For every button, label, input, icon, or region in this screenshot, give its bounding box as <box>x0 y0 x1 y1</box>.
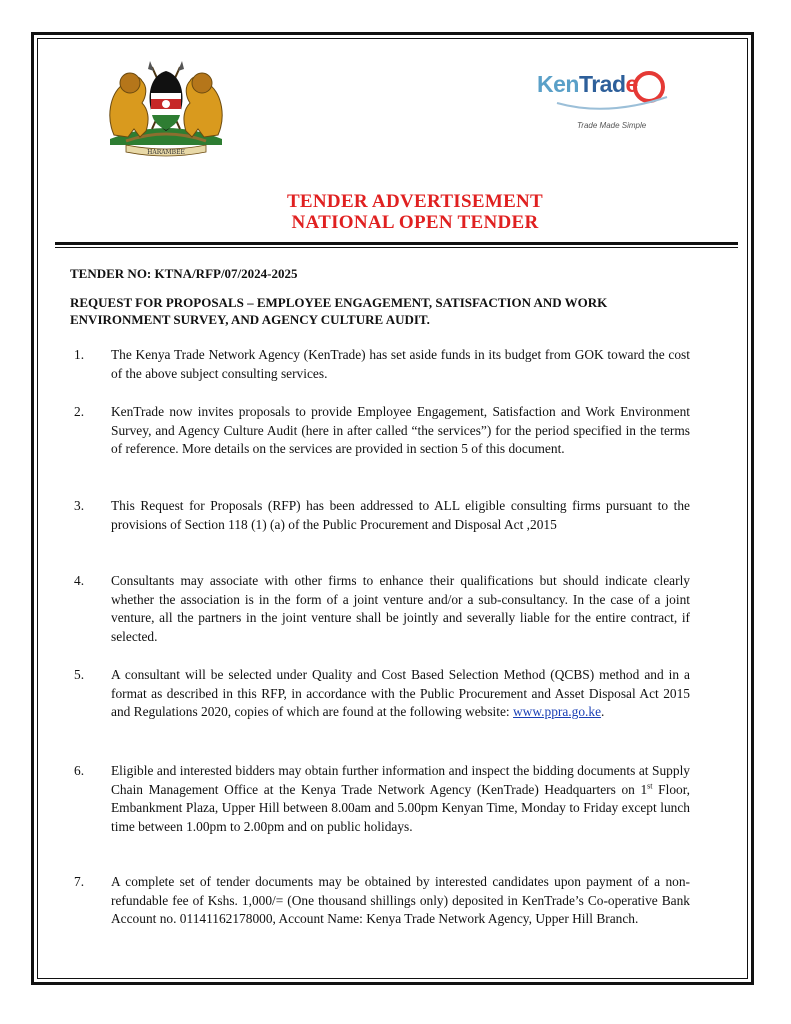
advert-subtitle: NATIONAL OPEN TENDER <box>291 212 539 233</box>
header-rule-thick <box>55 242 738 245</box>
item-text-end: Floor, Embankment Plaza, Upper Hill between 8.00am and 5.00pm Kenyan Time, Monday to Friday except lunch time between 1.00pm to 2.00pm and on public holidays. <box>111 781 690 834</box>
item-text <box>111 762 690 836</box>
item-text <box>111 666 690 722</box>
ordinal-suffix: st <box>647 781 653 791</box>
item-text-body: A consultant will be selected under Quality and Cost Based Selection Method (QCBS) method and in a format as described in this RFP, in accordance with the Public Procurement and Asset Disposal Act 2015 and Regulations 2020, copies of which are found at the following website: <box>111 667 690 720</box>
coat-motto: HARAMBEE <box>147 149 185 156</box>
header-rule-thin <box>55 247 738 248</box>
item-number: 1. <box>74 347 85 362</box>
logo-e: e <box>625 71 638 97</box>
list-item <box>70 762 690 836</box>
item-number: 4. <box>74 573 85 588</box>
logo-ken: Ken <box>537 71 579 97</box>
list-item <box>70 497 690 534</box>
list-item <box>70 572 690 646</box>
rfp-subject: REQUEST FOR PROPOSALS – EMPLOYEE ENGAGEMENT, SATISFACTION AND WORK ENVIRONMENT SURVEY, AND AGENCY CULTURE AUDIT. <box>70 295 608 327</box>
item-text: This Request for Proposals (RFP) has been addressed to ALL eligible consulting firms pursuant to the provisions of Section 118 (1) (a) of the Public Procurement and Disposal Act ,2015 <box>111 498 690 532</box>
kenya-coat-of-arms-icon <box>96 57 236 157</box>
ppra-website-link[interactable]: www.ppra.go.ke <box>513 704 602 720</box>
logo-swoosh-icon <box>537 55 677 145</box>
item-text: The Kenya Trade Network Agency (KenTrade) has set aside funds in its budget from GOK toward the cost of the above subject consulting services. <box>111 347 690 381</box>
list-item <box>70 666 690 722</box>
item-number: 3. <box>74 498 85 513</box>
item-number: 6. <box>74 763 85 778</box>
item-text-end: . <box>601 704 605 720</box>
item-text: Consultants may associate with other firms to enhance their qualifications but should indicate clearly whether the association is in the form of a joint venture and/or a sub-consultancy. In the case of a joint venture, all the partners in the joint venture shall be jointly and severally liable for the entire contract, if selected. <box>111 573 690 644</box>
list-item <box>70 403 690 459</box>
item-number: 5. <box>74 667 85 682</box>
advert-title: TENDER ADVERTISEMENT <box>286 191 544 212</box>
logo-wordmark <box>537 71 638 98</box>
item-text: KenTrade now invites proposals to provide Employee Engagement, Satisfaction and Work Environment Survey, and Agency Culture Audit (here in after called “the services”) for the period specified in the terms of reference. More details on the services are provided in section 5 of this document. <box>111 404 690 457</box>
item-text: A complete set of tender documents may be obtained by interested candidates upon payment of a non-refundable fee of Kshs. 1,000/= (One thousand shillings only) deposited in KenTrade’s Co-operative Bank Account no. 01141162178000, Account Name: Kenya Trade Network Agency, Upper Hill Branch. <box>111 874 690 927</box>
tender-number: TENDER NO: KTNA/RFP/07/2024-2025 <box>70 266 298 281</box>
list-item <box>70 346 690 383</box>
logo-tagline: Trade Made Simple <box>577 121 647 130</box>
logo-trade: Trad <box>578 71 626 97</box>
list-item <box>70 873 690 929</box>
item-number: 2. <box>74 404 85 419</box>
item-text-body: Eligible and interested bidders may obtain further information and inspect the bidding documents at Supply Chain Management Office at the Kenya Trade Network Agency (KenTrade) Headquarters on 1 <box>111 763 690 797</box>
kentrade-logo <box>537 55 677 145</box>
item-number: 7. <box>74 874 85 889</box>
